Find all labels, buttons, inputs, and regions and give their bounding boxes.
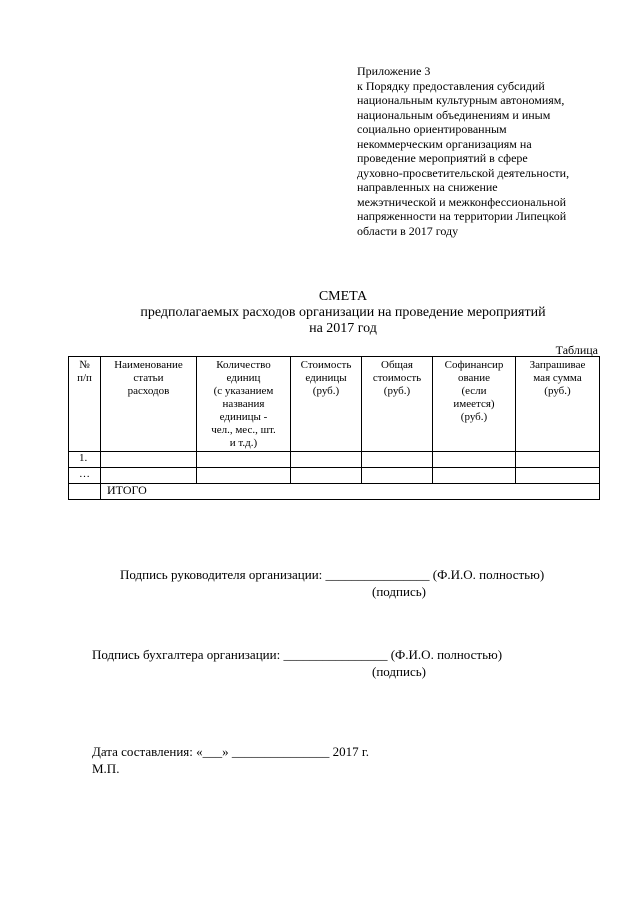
table-cell bbox=[291, 468, 362, 484]
table-total-row bbox=[69, 484, 600, 500]
table-row bbox=[69, 452, 600, 468]
table-cell bbox=[516, 484, 600, 500]
table-cell bbox=[291, 452, 362, 468]
appendix-line: проведение мероприятий в сфере bbox=[357, 151, 528, 165]
header-unit-cost: Стоимость единицы (руб.) bbox=[291, 357, 362, 452]
document-title bbox=[0, 289, 640, 337]
table-cell bbox=[362, 452, 433, 468]
appendix-header bbox=[357, 64, 607, 238]
header-quantity: Количество единиц (с указанием названия единицы - чел., мес., шт. и т.д.) bbox=[197, 357, 291, 452]
appendix-line: направленных на снижение bbox=[357, 180, 498, 194]
table-header-row bbox=[69, 357, 600, 452]
appendix-line: духовно-просветительской деятельности, bbox=[357, 165, 570, 180]
title-year: на 2017 год bbox=[309, 321, 377, 336]
stamp-placeholder: М.П. bbox=[92, 761, 120, 776]
title-subtitle: предполагаемых расходов организации на проведение мероприятий bbox=[140, 305, 546, 320]
appendix-line: национальным объединениям и иным bbox=[357, 107, 551, 122]
header-item-name: Наименование статьи расходов bbox=[101, 357, 197, 452]
header-total-cost: Общая стоимость (руб.) bbox=[362, 357, 433, 452]
appendix-line: национальным культурным автономиям, bbox=[357, 93, 565, 107]
accountant-signature-caption: (подпись) bbox=[372, 664, 426, 679]
table-cell bbox=[516, 452, 600, 468]
table-cell bbox=[197, 468, 291, 484]
head-signature-line: Подпись руководителя организации: ________________ (Ф.И.О. полностью) bbox=[120, 567, 545, 582]
header-requested-amount: Запрашивае мая сумма (руб.) bbox=[516, 357, 600, 452]
head-signature-caption: (подпись) bbox=[372, 584, 426, 599]
table-caption: Таблица bbox=[555, 343, 598, 357]
table-cell bbox=[433, 452, 516, 468]
appendix-line: области в 2017 году bbox=[357, 223, 459, 238]
date-line: Дата составления: «___» _______________ 2017 г. bbox=[92, 744, 369, 759]
title-main: СМЕТА bbox=[318, 289, 368, 304]
table-cell bbox=[362, 468, 433, 484]
table-cell bbox=[433, 468, 516, 484]
appendix-line: напряженности на территории Липецкой bbox=[357, 209, 567, 223]
appendix-line: социально ориентированным bbox=[357, 122, 507, 136]
table-cell: 1. bbox=[69, 452, 101, 468]
table-cell: … bbox=[69, 468, 101, 484]
appendix-line: Приложение 3 bbox=[357, 64, 431, 78]
table-cell bbox=[101, 452, 197, 468]
total-label: ИТОГО bbox=[101, 484, 516, 500]
table-cell bbox=[69, 484, 101, 500]
appendix-line: к Порядку предоставления субсидий bbox=[357, 78, 545, 93]
appendix-line: некоммерческим организациям на bbox=[357, 136, 532, 151]
table-cell bbox=[197, 452, 291, 468]
appendix-line: межэтнической и межконфессиональной bbox=[357, 194, 566, 209]
header-cofinancing: Софинансир ование (если имеется) (руб.) bbox=[433, 357, 516, 452]
table-cell bbox=[101, 468, 197, 484]
header-number: № п/п bbox=[69, 357, 101, 452]
table-cell bbox=[516, 468, 600, 484]
accountant-signature-line: Подпись бухгалтера организации: ________________ (Ф.И.О. полностью) bbox=[92, 647, 503, 662]
table-row bbox=[69, 468, 600, 484]
estimate-table bbox=[68, 356, 600, 500]
